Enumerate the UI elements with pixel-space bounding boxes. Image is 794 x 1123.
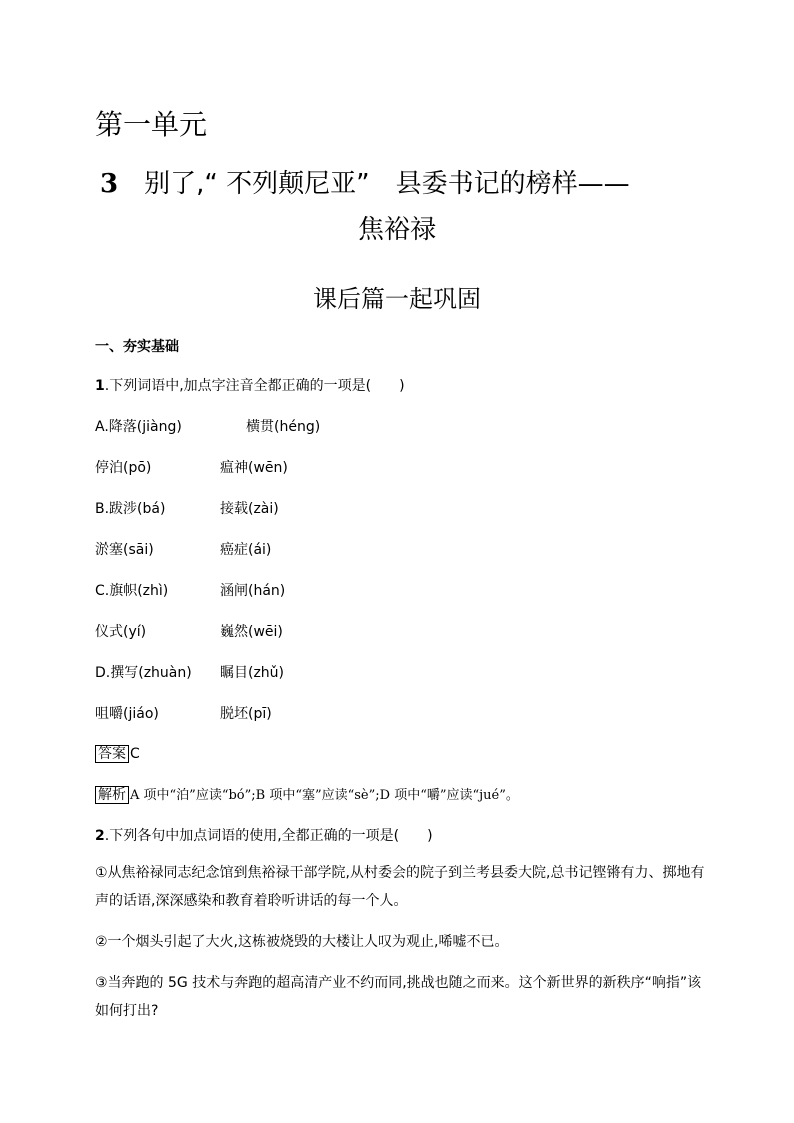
sentence-1: ①从焦裕禄同志纪念馆到焦裕禄干部学院,从村委会的院子到兰考县委大院,总书记铿锵有力、掷地有声的话语,深深感染和教育着聆听讲话的每一个人。	[95, 865, 705, 909]
lesson-title-line2: 焦裕禄	[357, 215, 436, 245]
option-b-word1: B.跋涉(bá)	[95, 501, 166, 517]
analysis-text: A 项中“泊”应读“bó”;B 项中“塞”应读“sè”;D 项中“嚼”应读“jué”。	[130, 788, 519, 803]
option-c-word3: 仪式(yí)	[95, 624, 147, 640]
option-c-word1: C.旗帜(zhì)	[95, 583, 169, 599]
option-a-word4: 瘟神(wēn)	[220, 460, 288, 476]
option-b-word3: 淤塞(sāi)	[95, 542, 154, 558]
question-text: .下列各句中加点词语的使用,全都正确的一项是( )	[104, 828, 433, 844]
analysis-tag: 解析	[95, 786, 129, 804]
option-a-word1: A.降落(jiàng)	[95, 419, 182, 435]
question-number: 2	[95, 828, 105, 844]
unit-title: 第一单元	[95, 108, 208, 141]
lesson-title	[100, 163, 630, 200]
answer-line	[95, 743, 140, 763]
option-a-word2: 横贯(héng)	[246, 419, 321, 435]
option-c-word4: 巍然(wēi)	[220, 624, 283, 640]
analysis-line	[95, 784, 519, 804]
option-d-word3: 咀嚼(jiáo)	[95, 706, 159, 722]
question-1-stem	[95, 375, 405, 395]
option-b-word2: 接载(zài)	[220, 501, 279, 517]
section-heading: 一、夯实基础	[95, 339, 179, 355]
lesson-number: 3	[100, 169, 119, 199]
section-subtitle: 课后篇一起巩固	[313, 285, 481, 313]
option-a-word3: 停泊(pō)	[95, 460, 152, 476]
option-d-word1: D.撰写(zhuàn)	[95, 665, 192, 681]
sentence-3: ③当奔跑的 5G 技术与奔跑的超高清产业不约而同,挑战也随之而来。这个新世界的新秩序“响指”该如何打出?	[95, 975, 702, 1019]
option-d-word2: 瞩目(zhǔ)	[220, 665, 285, 681]
question-2-stem	[95, 825, 433, 845]
question-number: 1	[95, 378, 105, 394]
sentence-2: ②一个烟头引起了大火,这栋被烧毁的大楼让人叹为观止,唏嘘不已。	[95, 934, 509, 950]
question-text: .下列词语中,加点字注音全都正确的一项是( )	[104, 378, 405, 394]
option-d-word4: 脱坯(pī)	[220, 706, 272, 722]
option-c-word2: 涵闸(hán)	[220, 583, 286, 599]
answer-tag: 答案	[95, 745, 129, 763]
option-b-word4: 癌症(ái)	[220, 542, 272, 558]
lesson-title-line1: 别了,“ 不列颠尼亚” 县委书记的榜样——	[144, 169, 630, 199]
answer-value: C	[130, 746, 140, 762]
